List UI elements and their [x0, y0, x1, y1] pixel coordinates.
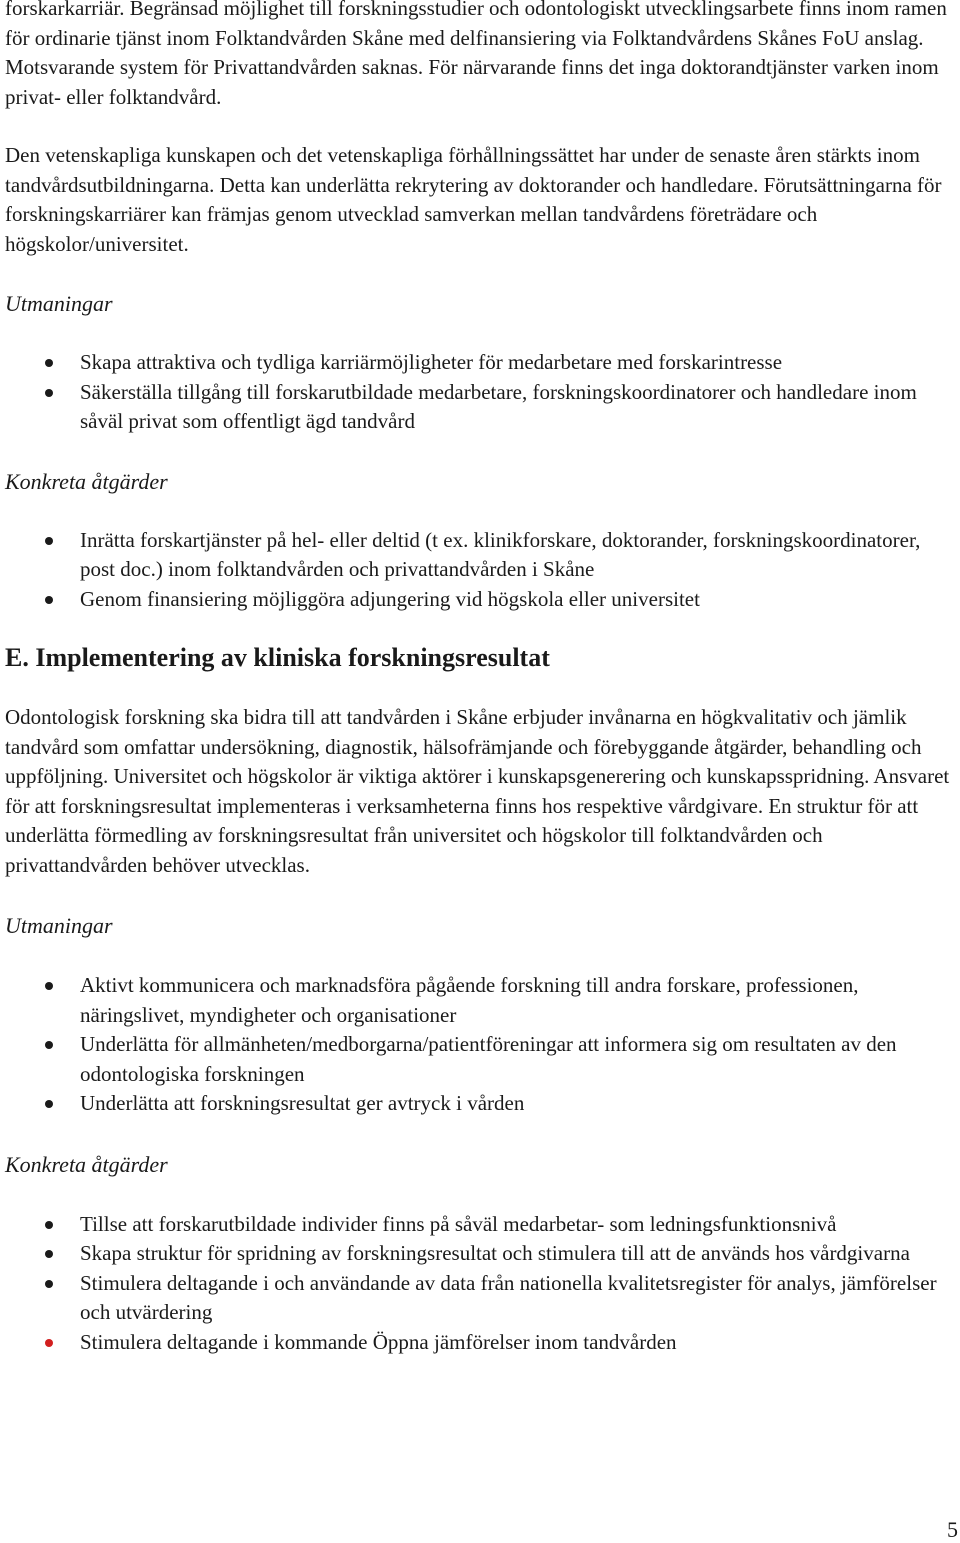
challenges-heading: Utmaningar	[5, 913, 113, 938]
bullet-icon	[45, 359, 53, 367]
list-item-text: Aktivt kommunicera och marknadsföra pågående forskning till andra forskare, professionen, näringslivet, myndigheter och organisationer	[80, 973, 859, 1027]
bullet-icon	[45, 389, 53, 397]
bullet-icon	[45, 1280, 53, 1288]
list-item-text: Underlätta att forskningsresultat ger avtryck i vården	[80, 1091, 525, 1115]
actions-heading: Konkreta åtgärder	[5, 468, 168, 494]
actions-heading: Konkreta åtgärder	[5, 1151, 168, 1177]
section-title: E. Implementering av kliniska forskningsresultat	[5, 643, 550, 672]
challenges-list	[5, 971, 960, 1119]
challenges-heading: Utmaningar	[5, 291, 113, 316]
list-item-text: Skapa struktur för spridning av forskningsresultat och stimulera till att de används hos vårdgivarna	[80, 1241, 910, 1265]
list-item-text: Genom finansiering möjliggöra adjungering vid högskola eller universitet	[80, 586, 700, 611]
bullet-icon	[45, 1221, 53, 1229]
list-item-text: Tillse att forskarutbildade individer finns på såväl medarbetar- som ledningsfunktionsnivå	[80, 1211, 837, 1236]
list-item	[5, 526, 960, 585]
list-item-text: Inrätta forskartjänster på hel- eller deltid (t ex. klinikforskare, doktorander, forskningskoordinatorer, post doc.) inom folktandvården och privattandvården i Skåne	[80, 527, 921, 581]
science-paragraph: Den vetenskapliga kunskapen och det vetenskapliga förhållningssättet har under de senaste åren stärkts inom tandvårdsutbildningarna. Detta kan underlätta rekrytering av doktorander och handledare. Förutsättningarna för forskningskarriärer kan främjas genom utvecklad samverkan mellan tandvårdens företrädare och högskolor/universitet.	[5, 143, 942, 256]
page-number: 5	[947, 1517, 958, 1542]
actions-list	[5, 526, 960, 615]
list-item-text: Säkerställa tillgång till forskarutbildade medarbetare, forskningskoordinatorer och handledare inom såväl privat som offentligt ägd tandvård	[80, 379, 917, 433]
bullet-icon	[45, 1250, 53, 1258]
list-item	[5, 348, 960, 378]
list-item-text: Skapa attraktiva och tydliga karriärmöjligheter för medarbetare med forskarintresse	[80, 350, 783, 374]
bullet-icon	[45, 1339, 53, 1347]
list-item	[5, 378, 960, 437]
list-item	[5, 585, 960, 615]
list-item	[5, 971, 960, 1030]
bullet-icon	[45, 537, 53, 545]
list-item-text: Underlätta för allmänheten/medborgarna/patientföreningar att informera sig om resultaten av den odontologiska forskningen	[80, 1032, 897, 1086]
list-item-text: Stimulera deltagande i och användande av data från nationella kvalitetsregister för analys, jämförelser och utvärdering	[80, 1270, 937, 1324]
bullet-icon	[45, 596, 53, 604]
list-item	[5, 1210, 960, 1240]
list-item	[5, 1269, 960, 1328]
document-page	[5, 0, 960, 1357]
challenges-list	[5, 348, 960, 437]
bullet-icon	[45, 1100, 53, 1108]
actions-list	[5, 1210, 960, 1358]
list-item	[5, 1328, 960, 1358]
list-item	[5, 1030, 960, 1089]
intro-paragraph: forskarkarriär. Begränsad möjlighet till forskningsstudier och odontologiskt utvecklingsarbete finns inom ramen för ordinarie tjänst inom Folktandvården Skåne med delfinansiering via Folktandvårdens Skånes FoU anslag. Motsvarande system för Privattandvården saknas. För närvarande finns det inga doktorandtjänster varken inom privat- eller folktandvård.	[5, 0, 947, 109]
list-item	[5, 1089, 960, 1119]
bullet-icon	[45, 982, 53, 990]
list-item	[5, 1239, 960, 1269]
bullet-icon	[45, 1041, 53, 1049]
list-item-text: Stimulera deltagande i kommande Öppna jämförelser inom tandvården	[80, 1329, 677, 1354]
section-body-paragraph: Odontologisk forskning ska bidra till att tandvården i Skåne erbjuder invånarna en högkvalitativ och jämlik tandvård som omfattar undersökning, diagnostik, hälsofrämjande och förebyggande åtgärder, behandling och uppföljning. Universitet och högskolor är viktiga aktörer i kunskapsgenerering och kunskapsspridning. Ansvaret för att forskningsresultat implementeras i verksamheterna finns hos respektive vårdgivare. En struktur för att underlätta förmedling av forskningsresultat från universitet och högskolor till folktandvården och privattandvården behöver utvecklas.	[5, 705, 950, 877]
